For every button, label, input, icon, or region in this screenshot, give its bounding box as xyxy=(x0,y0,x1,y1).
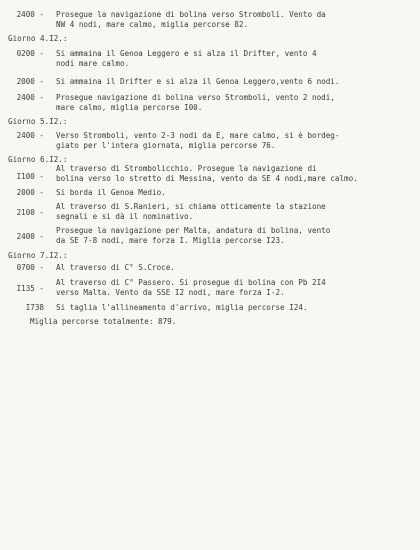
entry-text-line: Al traverso di C° S.Croce. xyxy=(56,263,175,272)
entry-text-line: nodi mare calmo. xyxy=(56,59,130,68)
entry-time: 2100 - xyxy=(16,208,44,217)
day-heading: Giorno 4.I2.: xyxy=(8,34,68,43)
entry-time: 0700 - xyxy=(16,263,44,272)
entry-time: 2000 - xyxy=(16,77,44,86)
entry-text-line: Verso Stromboli, vento 2-3 nodi da E, mare calmo, si è bordeg- xyxy=(56,131,340,140)
entry-time: 2000 - xyxy=(16,188,44,197)
entry-text-line: segnali e si dà il nominativo. xyxy=(56,212,194,221)
entry-text-line: Si taglia l'allineamento d'arrivo, miglia percorse I24. xyxy=(56,303,308,312)
day-heading: Giorno 7.I2.: xyxy=(8,251,68,260)
entry-text-line: Prosegue navigazione di bolina verso Stromboli, vento 2 nodi, xyxy=(56,93,335,102)
entry-time: 0200 - xyxy=(16,49,44,58)
entry-text-line: Al traverso di C° Passero. Si prosegue di bolina con Pb 2I4 xyxy=(56,278,326,287)
entry-time: I738 xyxy=(25,303,44,312)
entry-text-line: NW 4 nodi, mare calmo, miglia percorse 82. xyxy=(56,20,249,29)
entry-text-line: mare calmo, miglia percorse I00. xyxy=(56,103,203,112)
entry-text-line: Prosegue la navigazione di bolina verso Stromboli. Vento da xyxy=(56,10,326,19)
entry-text-line: Si ammaina il Drifter e si alza il Genoa Leggero,vento 6 nodi. xyxy=(56,77,340,86)
entry-text-line: verso Malta. Vento da SSE I2 nodi, mare forza I-2. xyxy=(56,288,285,297)
entry-text-line: Si ammaina il Genoa Leggero e si alza il Drifter, vento 4 xyxy=(56,49,317,58)
entry-text-line: da SE 7-8 nodi, mare forza I. Miglia percorse I23. xyxy=(56,236,285,245)
entry-text-line: giato per l'intera giornata, miglia percorse 76. xyxy=(56,141,276,150)
entry-time: 2400 - xyxy=(16,10,44,19)
entry-text-line: Si borda il Genoa Medio. xyxy=(56,188,166,197)
entry-time: I100 - xyxy=(16,172,44,181)
entry-text-line: bolina verso lo stretto di Messina, vento da SE 4 nodi,mare calmo. xyxy=(56,174,358,183)
entry-text-line: Al traverso di Strombolicchio. Prosegue la navigazione di xyxy=(56,164,317,173)
day-heading: Giorno 6.I2.: xyxy=(8,155,68,164)
total-miles: Miglia percorse totalmente: 879. xyxy=(30,317,177,326)
entry-text-line: Al traverso di S.Ranieri, si chiama otticamente la stazione xyxy=(56,202,326,211)
entry-time: 2400 - xyxy=(16,131,44,140)
entry-time: 2400 - xyxy=(16,93,44,102)
entry-time: 2400 - xyxy=(16,232,44,241)
day-heading: Giorno 5.I2.: xyxy=(8,117,68,126)
entry-time: I135 - xyxy=(16,284,44,293)
entry-text-line: Prosegue la navigazione per Malta, andatura di bolina, vento xyxy=(56,226,331,235)
